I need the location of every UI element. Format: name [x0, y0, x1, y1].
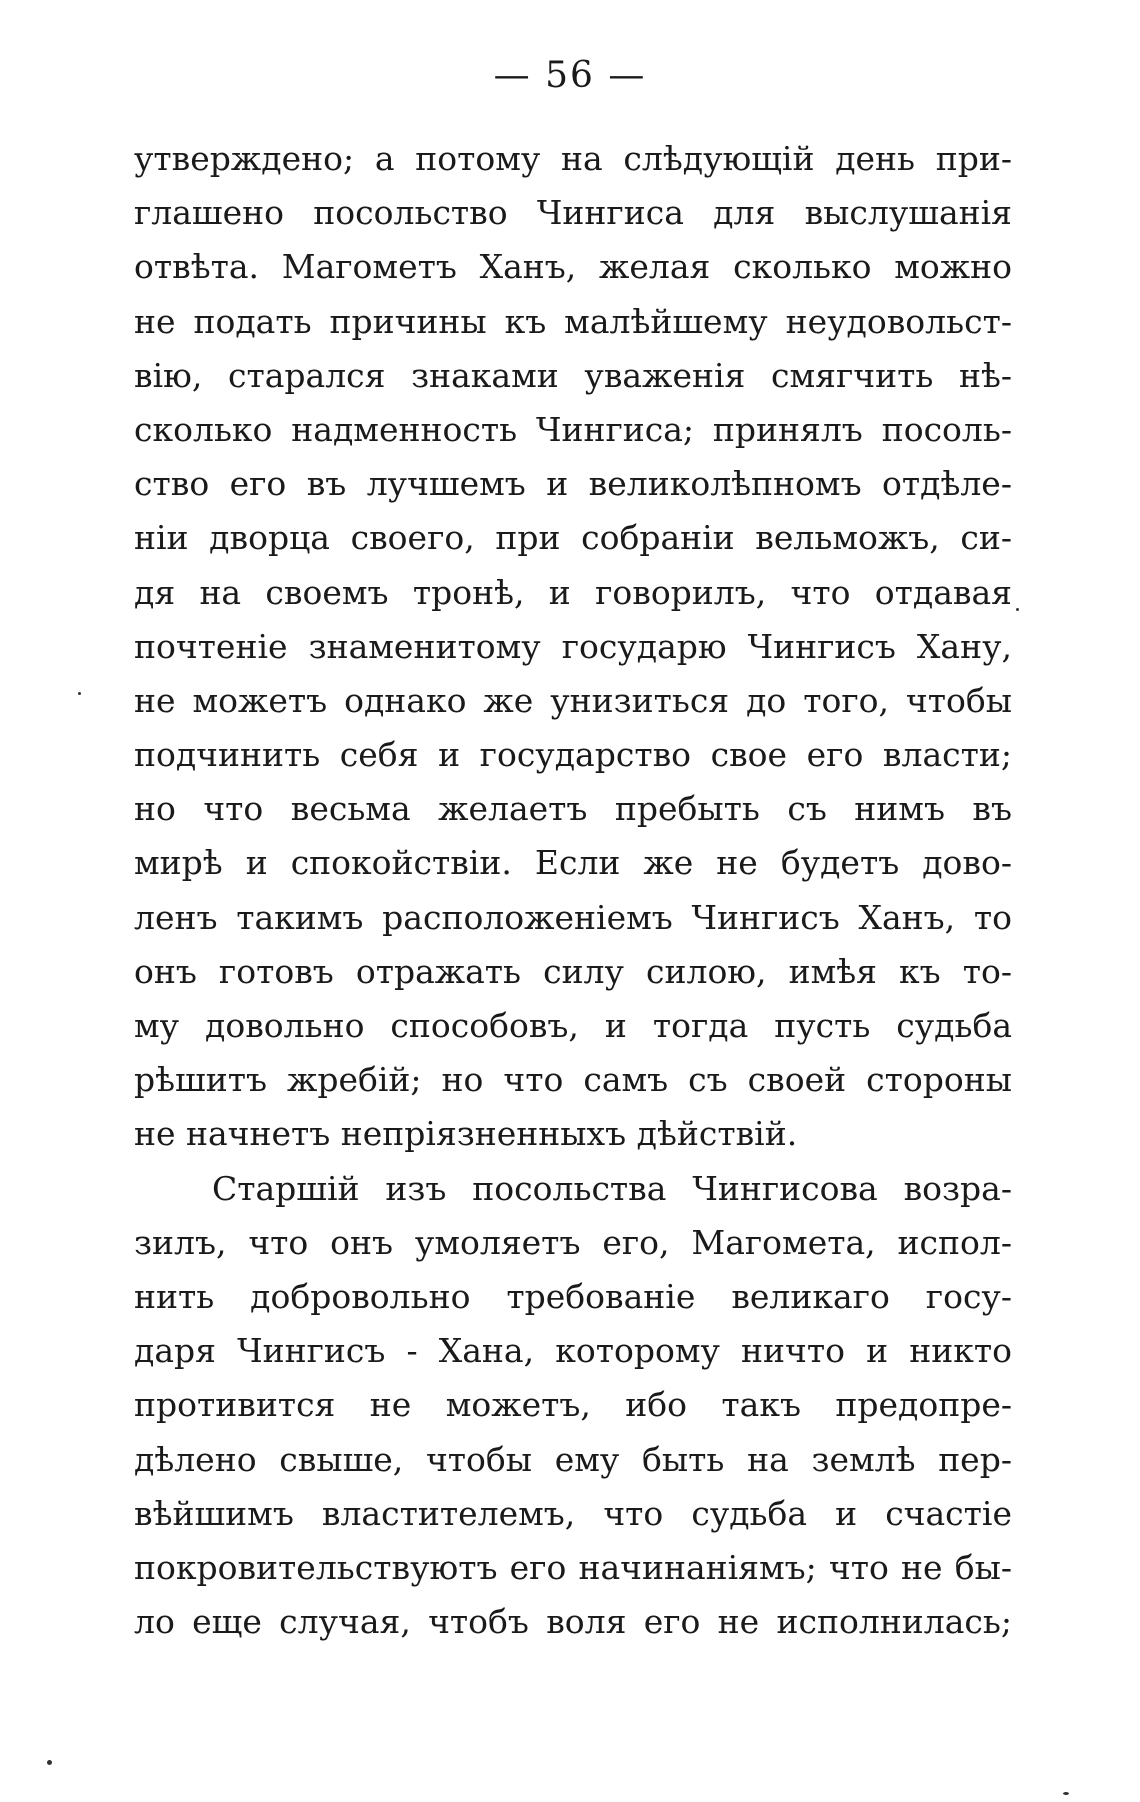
text-line: но что весьма желаетъ пребыть съ нимъ въ: [134, 789, 1012, 829]
text-line: ство его въ лучшемъ и великолѣпномъ отдѣле-: [134, 464, 1012, 504]
text-line: онъ готовъ отражать силу силою, имѣя къ то-: [134, 951, 1012, 991]
text-line: глашено посольство Чингиса для выслушанія: [134, 193, 1012, 233]
text-line: сколько надменность Чингиса; принялъ посоль-: [134, 409, 1012, 449]
paragraph-1: [134, 132, 1012, 1162]
text-line: ленъ такимъ расположеніемъ Чингисъ Ханъ, то: [134, 897, 1012, 937]
body-text: [134, 132, 1012, 1649]
text-line: утверждено; а потому на слѣдующій день при-: [134, 139, 1012, 178]
text-line: дѣлено свыше, чтобы ему быть на землѣ пер-: [134, 1439, 1012, 1479]
text-line: рѣшитъ жребій; но что самъ съ своей стороны: [134, 1060, 1012, 1100]
text-line: нить добровольно требованіе великаго госу-: [134, 1276, 1012, 1316]
page-number: — 56 —: [493, 55, 647, 96]
text-line: вѣйшимъ властителемъ, что судьба и счастіе: [134, 1493, 1012, 1533]
text-line: зилъ, что онъ умоляетъ его, Магомета, испол-: [134, 1222, 1012, 1262]
text-line: ло еще случая, чтобъ воля его не исполнилась;: [134, 1602, 1012, 1642]
print-speck: [47, 1760, 52, 1765]
text-line: Старшій изъ посольства Чингисова возра-: [212, 1168, 1012, 1208]
text-line: противится не можетъ, ибо такъ предопре-: [134, 1385, 1012, 1425]
print-speck: [1016, 608, 1019, 611]
text-line: не можетъ однако же унизиться до того, чтобы: [134, 680, 1012, 720]
text-line: почтеніе знаменитому государю Чингисъ Хану,: [134, 626, 1012, 666]
text-line: мирѣ и спокойствіи. Если же не будетъ дово-: [134, 843, 1012, 883]
text-line: отвѣта. Магометъ Ханъ, желая сколько можно: [134, 247, 1012, 287]
text-line: дя на своемъ тронѣ, и говорилъ, что отдавая: [134, 572, 1012, 612]
print-speck: [78, 692, 81, 695]
text-line: му довольно способовъ, и тогда пусть судьба: [134, 1006, 1012, 1045]
paragraph-2: [134, 1162, 1012, 1650]
text-line: покровительствуютъ его начинаніямъ; что не бы-: [134, 1547, 1012, 1587]
text-line: подчинить себя и государство свое его власти;: [134, 735, 1012, 775]
text-line: не подать причины къ малѣйшему неудовольст-: [134, 301, 1012, 341]
text-line: ніи дворца своего, при собраніи вельможъ, си-: [134, 518, 1012, 558]
text-line: даря Чингисъ - Хана, которому ничто и никто: [134, 1331, 1012, 1371]
text-line: не начнетъ непріязненныхъ дѣйствій.: [134, 1114, 798, 1154]
text-line: вію, старался знаками уваженія смягчить нѣ-: [134, 355, 1012, 395]
print-speck: [1063, 1792, 1069, 1795]
